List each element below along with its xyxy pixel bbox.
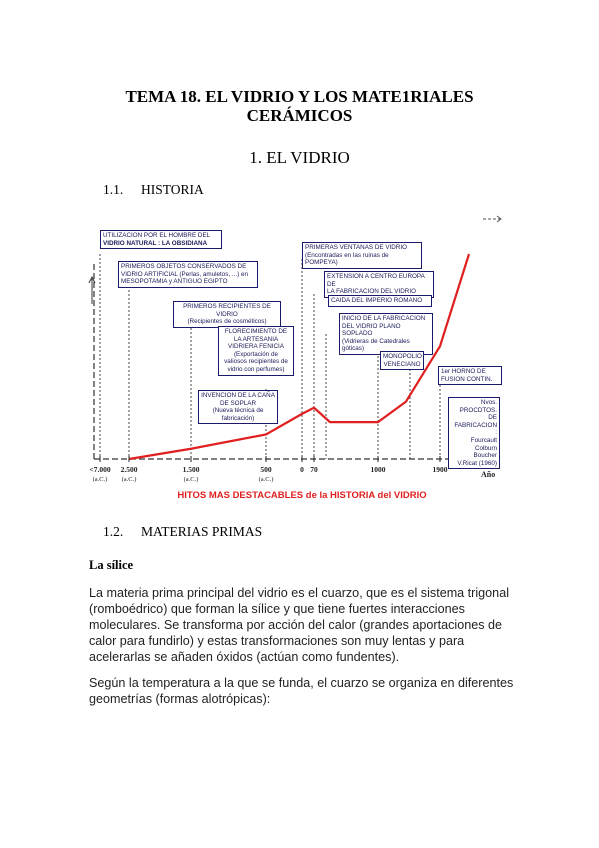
- annotation-line: MESOPOTAMIA y ANTIGUO EGIPTO: [121, 278, 228, 286]
- annotation-line: (Nueva técnica de fabricación): [212, 407, 264, 422]
- annotation-europa: [324, 271, 434, 298]
- section-heading: 1. EL VIDRIO: [249, 148, 350, 167]
- silice-heading: La sílice: [89, 558, 134, 572]
- x-tick-sublabel: (a.C.): [121, 476, 137, 483]
- annotation-line: PROCDTOS. DE: [459, 406, 497, 422]
- annotation-line: FLORECIMIENTO DE: [224, 328, 288, 335]
- annotation-line: MONOPOLIO: [383, 353, 422, 360]
- annotation-nvos: [448, 397, 500, 469]
- annotation-line: LA ARTESANIA: [233, 335, 279, 343]
- subsection-number: 1.1.: [103, 182, 124, 197]
- x-tick-sublabel: (a.C.): [183, 476, 199, 483]
- annotation-ventanas: [302, 242, 422, 269]
- chart-title: HITOS MAS DESTACABLES de la HISTORIA del VIDRIO: [177, 490, 427, 501]
- annotation-line: 1er HORNO DE: [441, 368, 486, 375]
- annotation-line: Boucher: [473, 452, 497, 460]
- subsection-label: MATERIAS PRIMAS: [141, 524, 263, 539]
- annotation-line: FUSION CONTIN.: [441, 375, 493, 383]
- annotation-line: (Encontradas en las ruinas de POMPEYA): [305, 251, 389, 267]
- annotation-obsidiana: [100, 230, 222, 249]
- annotation-fenicia: [218, 326, 294, 376]
- annotation-line: CAIDA DEL IMPERIO ROMANO: [331, 297, 423, 304]
- annotation-line: PRIMEROS RECIPIENTES DE VIDRIO: [183, 303, 271, 318]
- history-chart: [88, 214, 514, 506]
- x-tick-sublabel: (a.C.): [258, 476, 274, 483]
- annotation-line: PRIMEROS OBJETOS CONSERVADOS DE: [121, 263, 247, 270]
- annotation-horno: [438, 366, 502, 385]
- x-tick-label: <7.000: [89, 465, 111, 474]
- annotation-line: PRIMERAS VENTANAS DE VIDRIO: [305, 244, 408, 251]
- annotation-line: vidrio con perfumes): [227, 365, 285, 373]
- annotation-line: V.Ricat (1960): [457, 459, 497, 467]
- annotation-imperio: [328, 295, 432, 307]
- annotation-line: DEL VIDRIO PLANO SOPLADO: [342, 322, 401, 338]
- annotation-line: Fourcault: [470, 436, 497, 444]
- annotation-line: EXTENSION A CENTRO EUROPA DE: [327, 273, 425, 288]
- subsection-materias: [103, 524, 262, 540]
- subsection-historia: [103, 182, 204, 198]
- x-tick-label: 2.500: [120, 465, 138, 474]
- annotation-line: VIDRIERA FENICIA: [228, 343, 284, 351]
- annotation-line: INICIO DE LA FABRICACION: [342, 315, 426, 322]
- title-line-1: TEMA 18. EL VIDRIO Y LOS MATE1RIALES: [125, 87, 474, 106]
- annotation-line: DE SOPLAR: [219, 399, 257, 407]
- subsection-label: HISTORIA: [141, 182, 204, 197]
- annotation-line: (Exportación de: [233, 350, 279, 358]
- x-tick-label: 500: [260, 465, 272, 474]
- annotation-line: Nvos.: [480, 399, 497, 406]
- annotation-line: UTILIZACION POR EL HOMBRE DEL: [103, 232, 211, 239]
- subsection-number: 1.2.: [103, 524, 124, 539]
- annotation-line: VIDRIO ARTIFICIAL (Perlas, amuletos, ...) en: [121, 270, 249, 278]
- annotation-line: Colburn: [474, 444, 497, 452]
- annotation-line: VIDRIO NATURAL : LA OBSIDIANA: [103, 239, 208, 247]
- x-tick-label: 1.500: [182, 465, 200, 474]
- annotation-line: INVENCION DE LA CAÑA: [201, 392, 275, 399]
- annotation-primeros-objetos: [118, 261, 258, 288]
- annotation-line: (Vidrieras de Catedrales góticas): [342, 337, 410, 353]
- paragraph-temperatura: Según la temperatura a la que se funda, el cuarzo se organiza en diferentes geometrías (formas alotrópicas):: [89, 676, 514, 706]
- annotation-line: (Recipientes de cosméticos): [187, 318, 267, 326]
- paragraph-cuarzo: La materia prima principal del vidrio es el cuarzo, que es el sistema trigonal (romboédrico) que forman la sílice y que tiene fuertes interacciones moleculares. Se transforma por acción del calor (grandes aportaciones de calor para fundirlo) y estas transformaciones son muy lentas y para acelerarlas se añaden óxidos (actúan como fundentes).: [89, 586, 509, 664]
- x-tick-label: 0: [300, 465, 304, 474]
- x-tick-label: 1900: [432, 465, 448, 474]
- x-tick-label: 70: [310, 465, 318, 474]
- annotation-plano: [339, 313, 433, 355]
- chart-x-axis-label: Año: [481, 470, 496, 479]
- x-tick-label: 1000: [370, 465, 386, 474]
- x-tick-sublabel: (a.C.): [92, 476, 108, 483]
- annotation-line: valiosos recipientes de: [224, 358, 288, 366]
- annotation-monopolio: [380, 351, 424, 370]
- annotation-line: LA FABRICACION DEL VIDRIO: [327, 288, 416, 296]
- title-line-2: CERÁMICOS: [246, 106, 353, 125]
- annotation-cana: [198, 390, 278, 424]
- annotation-line: VENECIANO: [383, 360, 421, 368]
- annotation-line: FABRICACION :: [454, 421, 497, 437]
- annotation-recipientes: [173, 301, 281, 328]
